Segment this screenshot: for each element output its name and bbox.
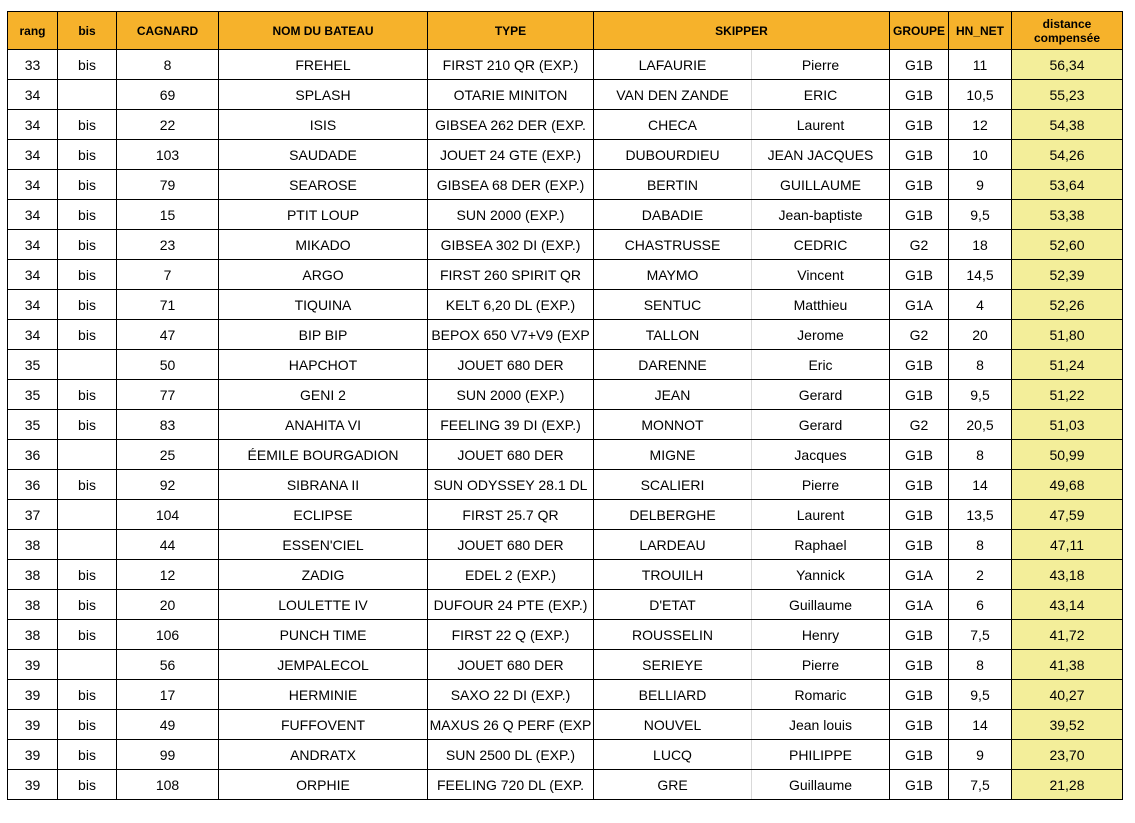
type-cell[interactable]: FEELING 39 DI (EXP.) <box>428 410 594 440</box>
distance-cell[interactable]: 41,72 <box>1012 620 1123 650</box>
type-cell[interactable]: SUN ODYSSEY 28.1 DL <box>428 470 594 500</box>
hn-net-cell[interactable]: 4 <box>949 290 1012 320</box>
boat-name-cell[interactable]: FREHEL <box>219 50 428 80</box>
hn-net-cell[interactable]: 20 <box>949 320 1012 350</box>
cagnard-cell[interactable]: 79 <box>117 170 219 200</box>
rang-cell[interactable]: 36 <box>8 470 58 500</box>
cagnard-cell[interactable]: 12 <box>117 560 219 590</box>
type-cell[interactable]: JOUET 24 GTE (EXP.) <box>428 140 594 170</box>
groupe-cell[interactable]: G2 <box>890 320 949 350</box>
table-row <box>8 710 1123 740</box>
table-row <box>8 380 1123 410</box>
type-cell[interactable]: JOUET 680 DER <box>428 650 594 680</box>
boat-name-cell[interactable]: HAPCHOT <box>219 350 428 380</box>
hn-net-cell[interactable]: 13,5 <box>949 500 1012 530</box>
groupe-cell[interactable]: G1B <box>890 170 949 200</box>
type-cell[interactable]: DUFOUR 24 PTE (EXP.) <box>428 590 594 620</box>
skipper-firstname-cell[interactable]: ERIC <box>752 80 890 110</box>
bis-cell[interactable]: bis <box>58 770 117 800</box>
type-cell[interactable]: EDEL 2 (EXP.) <box>428 560 594 590</box>
rang-cell[interactable]: 36 <box>8 440 58 470</box>
hn-net-cell[interactable]: 14 <box>949 470 1012 500</box>
type-cell[interactable]: FIRST 260 SPIRIT QR <box>428 260 594 290</box>
table-row <box>8 260 1123 290</box>
hn-net-cell[interactable]: 9 <box>949 740 1012 770</box>
groupe-cell[interactable]: G1A <box>890 560 949 590</box>
type-cell[interactable]: FIRST 210 QR (EXP.) <box>428 50 594 80</box>
distance-cell[interactable]: 54,26 <box>1012 140 1123 170</box>
header-skipper[interactable]: SKIPPER <box>594 12 890 50</box>
table-row <box>8 500 1123 530</box>
skipper-firstname-cell[interactable]: Guillaume <box>752 590 890 620</box>
skipper-lastname-cell[interactable]: MAYMO <box>594 260 752 290</box>
results-table <box>7 11 1123 800</box>
distance-cell[interactable]: 43,14 <box>1012 590 1123 620</box>
skipper-lastname-cell[interactable]: NOUVEL <box>594 710 752 740</box>
boat-name-cell[interactable]: ANAHITA VI <box>219 410 428 440</box>
hn-net-cell[interactable]: 7,5 <box>949 770 1012 800</box>
boat-name-cell[interactable]: SPLASH <box>219 80 428 110</box>
boat-name-cell[interactable]: TIQUINA <box>219 290 428 320</box>
cagnard-cell[interactable]: 23 <box>117 230 219 260</box>
boat-name-cell[interactable]: ORPHIE <box>219 770 428 800</box>
skipper-lastname-cell[interactable]: LAFAURIE <box>594 50 752 80</box>
rang-cell[interactable]: 39 <box>8 770 58 800</box>
type-cell[interactable]: GIBSEA 302 DI (EXP.) <box>428 230 594 260</box>
distance-cell[interactable]: 21,28 <box>1012 770 1123 800</box>
cagnard-cell[interactable]: 92 <box>117 470 219 500</box>
cagnard-cell[interactable]: 56 <box>117 650 219 680</box>
hn-net-cell[interactable]: 11 <box>949 50 1012 80</box>
skipper-firstname-cell[interactable]: GUILLAUME <box>752 170 890 200</box>
type-cell[interactable]: JOUET 680 DER <box>428 350 594 380</box>
rang-cell[interactable]: 34 <box>8 170 58 200</box>
distance-cell[interactable]: 41,38 <box>1012 650 1123 680</box>
distance-cell[interactable]: 51,24 <box>1012 350 1123 380</box>
bis-cell[interactable] <box>58 80 117 110</box>
skipper-lastname-cell[interactable]: SENTUC <box>594 290 752 320</box>
header-rang[interactable]: rang <box>8 12 58 50</box>
boat-name-cell[interactable]: SAUDADE <box>219 140 428 170</box>
rang-cell[interactable]: 34 <box>8 200 58 230</box>
bis-cell[interactable]: bis <box>58 140 117 170</box>
rang-cell[interactable]: 35 <box>8 350 58 380</box>
groupe-cell[interactable]: G1B <box>890 650 949 680</box>
distance-cell[interactable]: 49,68 <box>1012 470 1123 500</box>
distance-cell[interactable]: 39,52 <box>1012 710 1123 740</box>
cagnard-cell[interactable]: 8 <box>117 50 219 80</box>
table-row <box>8 770 1123 800</box>
boat-name-cell[interactable]: ÉEMILE BOURGADION <box>219 440 428 470</box>
rang-cell[interactable]: 33 <box>8 50 58 80</box>
header-cagnard[interactable]: CAGNARD <box>117 12 219 50</box>
hn-net-cell[interactable]: 9 <box>949 170 1012 200</box>
bis-cell[interactable]: bis <box>58 230 117 260</box>
bis-cell[interactable]: bis <box>58 380 117 410</box>
rang-cell[interactable]: 39 <box>8 710 58 740</box>
distance-cell[interactable]: 56,34 <box>1012 50 1123 80</box>
header-nom-du-bateau[interactable]: NOM DU BATEAU <box>219 12 428 50</box>
skipper-lastname-cell[interactable]: DELBERGHE <box>594 500 752 530</box>
hn-net-cell[interactable]: 2 <box>949 560 1012 590</box>
header-groupe[interactable]: GROUPE <box>890 12 949 50</box>
type-cell[interactable]: SUN 2500 DL (EXP.) <box>428 740 594 770</box>
distance-cell[interactable]: 47,59 <box>1012 500 1123 530</box>
hn-net-cell[interactable]: 14 <box>949 710 1012 740</box>
rang-cell[interactable]: 34 <box>8 230 58 260</box>
skipper-lastname-cell[interactable]: SERIEYE <box>594 650 752 680</box>
hn-net-cell[interactable]: 12 <box>949 110 1012 140</box>
boat-name-cell[interactable]: SEAROSE <box>219 170 428 200</box>
cagnard-cell[interactable]: 99 <box>117 740 219 770</box>
table-row <box>8 560 1123 590</box>
cagnard-cell[interactable]: 108 <box>117 770 219 800</box>
header-bis[interactable]: bis <box>58 12 117 50</box>
bis-cell[interactable]: bis <box>58 410 117 440</box>
groupe-cell[interactable]: G1B <box>890 680 949 710</box>
skipper-lastname-cell[interactable]: VAN DEN ZANDE <box>594 80 752 110</box>
rang-cell[interactable]: 39 <box>8 740 58 770</box>
skipper-firstname-cell[interactable]: Romaric <box>752 680 890 710</box>
skipper-lastname-cell[interactable]: BELLIARD <box>594 680 752 710</box>
cagnard-cell[interactable]: 17 <box>117 680 219 710</box>
bis-cell[interactable]: bis <box>58 680 117 710</box>
cagnard-cell[interactable]: 47 <box>117 320 219 350</box>
header-row <box>8 12 1123 50</box>
skipper-lastname-cell[interactable]: D'ETAT <box>594 590 752 620</box>
table-row <box>8 620 1123 650</box>
hn-net-cell[interactable]: 8 <box>949 530 1012 560</box>
groupe-cell[interactable]: G1B <box>890 620 949 650</box>
skipper-firstname-cell[interactable]: Eric <box>752 350 890 380</box>
bis-cell[interactable]: bis <box>58 110 117 140</box>
type-cell[interactable]: KELT 6,20 DL (EXP.) <box>428 290 594 320</box>
type-cell[interactable]: FIRST 25.7 QR <box>428 500 594 530</box>
groupe-cell[interactable]: G1B <box>890 500 949 530</box>
bis-cell[interactable] <box>58 650 117 680</box>
skipper-lastname-cell[interactable]: LARDEAU <box>594 530 752 560</box>
cagnard-cell[interactable]: 44 <box>117 530 219 560</box>
type-cell[interactable]: BEPOX 650 V7+V9 (EXP <box>428 320 594 350</box>
distance-cell[interactable]: 52,39 <box>1012 260 1123 290</box>
table-row <box>8 740 1123 770</box>
table-body <box>8 50 1123 800</box>
rang-cell[interactable]: 34 <box>8 260 58 290</box>
cagnard-cell[interactable]: 22 <box>117 110 219 140</box>
type-cell[interactable]: SUN 2000 (EXP.) <box>428 200 594 230</box>
rang-cell[interactable]: 38 <box>8 620 58 650</box>
header-distance-compensee[interactable] <box>1012 12 1123 50</box>
rang-cell[interactable]: 39 <box>8 650 58 680</box>
skipper-firstname-cell[interactable]: Laurent <box>752 110 890 140</box>
boat-name-cell[interactable]: ISIS <box>219 110 428 140</box>
rang-cell[interactable]: 34 <box>8 140 58 170</box>
groupe-cell[interactable]: G1B <box>890 530 949 560</box>
skipper-firstname-cell[interactable]: Matthieu <box>752 290 890 320</box>
table-row <box>8 50 1123 80</box>
distance-cell[interactable]: 55,23 <box>1012 80 1123 110</box>
hn-net-cell[interactable]: 8 <box>949 440 1012 470</box>
cagnard-cell[interactable]: 50 <box>117 350 219 380</box>
skipper-firstname-cell[interactable]: Henry <box>752 620 890 650</box>
groupe-cell[interactable]: G2 <box>890 230 949 260</box>
boat-name-cell[interactable]: SIBRANA II <box>219 470 428 500</box>
type-cell[interactable]: SUN 2000 (EXP.) <box>428 380 594 410</box>
table-row <box>8 530 1123 560</box>
skipper-firstname-cell[interactable]: CEDRIC <box>752 230 890 260</box>
skipper-lastname-cell[interactable]: ROUSSELIN <box>594 620 752 650</box>
groupe-cell[interactable]: G1B <box>890 710 949 740</box>
boat-name-cell[interactable]: FUFFOVENT <box>219 710 428 740</box>
skipper-lastname-cell[interactable]: BERTIN <box>594 170 752 200</box>
table-row <box>8 680 1123 710</box>
distance-cell[interactable]: 54,38 <box>1012 110 1123 140</box>
boat-name-cell[interactable]: PTIT LOUP <box>219 200 428 230</box>
groupe-cell[interactable]: G1B <box>890 140 949 170</box>
cagnard-cell[interactable]: 104 <box>117 500 219 530</box>
cagnard-cell[interactable]: 69 <box>117 80 219 110</box>
groupe-cell[interactable]: G1B <box>890 260 949 290</box>
bis-cell[interactable]: bis <box>58 560 117 590</box>
table-row <box>8 470 1123 500</box>
hn-net-cell[interactable]: 10,5 <box>949 80 1012 110</box>
distance-cell[interactable]: 52,60 <box>1012 230 1123 260</box>
groupe-cell[interactable]: G1B <box>890 380 949 410</box>
skipper-firstname-cell[interactable]: Raphael <box>752 530 890 560</box>
bis-cell[interactable]: bis <box>58 710 117 740</box>
groupe-cell[interactable]: G1B <box>890 200 949 230</box>
skipper-firstname-cell[interactable]: Gerard <box>752 410 890 440</box>
groupe-cell[interactable]: G1B <box>890 350 949 380</box>
cagnard-cell[interactable]: 7 <box>117 260 219 290</box>
rang-cell[interactable]: 34 <box>8 80 58 110</box>
bis-cell[interactable]: bis <box>58 200 117 230</box>
hn-net-cell[interactable]: 8 <box>949 350 1012 380</box>
groupe-cell[interactable]: G1B <box>890 470 949 500</box>
bis-cell[interactable]: bis <box>58 260 117 290</box>
skipper-firstname-cell[interactable]: Jerome <box>752 320 890 350</box>
skipper-firstname-cell[interactable]: Pierre <box>752 470 890 500</box>
distance-cell[interactable]: 53,38 <box>1012 200 1123 230</box>
skipper-lastname-cell[interactable]: MONNOT <box>594 410 752 440</box>
table-row <box>8 320 1123 350</box>
skipper-firstname-cell[interactable]: Pierre <box>752 50 890 80</box>
skipper-lastname-cell[interactable]: DUBOURDIEU <box>594 140 752 170</box>
rang-cell[interactable]: 34 <box>8 110 58 140</box>
boat-name-cell[interactable]: ARGO <box>219 260 428 290</box>
table-row <box>8 80 1123 110</box>
rang-cell[interactable]: 35 <box>8 380 58 410</box>
skipper-firstname-cell[interactable]: Vincent <box>752 260 890 290</box>
rang-cell[interactable]: 34 <box>8 290 58 320</box>
bis-cell[interactable]: bis <box>58 620 117 650</box>
skipper-lastname-cell[interactable]: LUCQ <box>594 740 752 770</box>
boat-name-cell[interactable]: GENI 2 <box>219 380 428 410</box>
rang-cell[interactable]: 38 <box>8 590 58 620</box>
table-row <box>8 200 1123 230</box>
skipper-lastname-cell[interactable]: GRE <box>594 770 752 800</box>
boat-name-cell[interactable]: ANDRATX <box>219 740 428 770</box>
table-row <box>8 140 1123 170</box>
cagnard-cell[interactable]: 20 <box>117 590 219 620</box>
hn-net-cell[interactable]: 9,5 <box>949 380 1012 410</box>
table-row <box>8 650 1123 680</box>
type-cell[interactable]: GIBSEA 262 DER (EXP. <box>428 110 594 140</box>
type-cell[interactable]: OTARIE MINITON <box>428 80 594 110</box>
hn-net-cell[interactable]: 9,5 <box>949 680 1012 710</box>
skipper-firstname-cell[interactable]: PHILIPPE <box>752 740 890 770</box>
header-distance-line1: distance <box>1042 16 1092 31</box>
skipper-lastname-cell[interactable]: DARENNE <box>594 350 752 380</box>
header-hn-net[interactable]: HN_NET <box>949 12 1012 50</box>
groupe-cell[interactable]: G1A <box>890 590 949 620</box>
table-row <box>8 230 1123 260</box>
cagnard-cell[interactable]: 15 <box>117 200 219 230</box>
hn-net-cell[interactable]: 9,5 <box>949 200 1012 230</box>
hn-net-cell[interactable]: 8 <box>949 650 1012 680</box>
rang-cell[interactable]: 39 <box>8 680 58 710</box>
skipper-lastname-cell[interactable]: CHECA <box>594 110 752 140</box>
hn-net-cell[interactable]: 6 <box>949 590 1012 620</box>
groupe-cell[interactable]: G1B <box>890 110 949 140</box>
distance-cell[interactable]: 50,99 <box>1012 440 1123 470</box>
boat-name-cell[interactable]: HERMINIE <box>219 680 428 710</box>
type-cell[interactable]: JOUET 680 DER <box>428 530 594 560</box>
bis-cell[interactable]: bis <box>58 740 117 770</box>
bis-cell[interactable]: bis <box>58 320 117 350</box>
hn-net-cell[interactable]: 7,5 <box>949 620 1012 650</box>
distance-cell[interactable]: 47,11 <box>1012 530 1123 560</box>
rang-cell[interactable]: 37 <box>8 500 58 530</box>
table-row <box>8 170 1123 200</box>
skipper-lastname-cell[interactable]: TROUILH <box>594 560 752 590</box>
groupe-cell[interactable]: G2 <box>890 410 949 440</box>
type-cell[interactable]: MAXUS 26 Q PERF (EXP <box>428 710 594 740</box>
table-row <box>8 110 1123 140</box>
skipper-firstname-cell[interactable]: Jean-baptiste <box>752 200 890 230</box>
hn-net-cell[interactable]: 10 <box>949 140 1012 170</box>
skipper-lastname-cell[interactable]: CHASTRUSSE <box>594 230 752 260</box>
groupe-cell[interactable]: G1B <box>890 740 949 770</box>
skipper-firstname-cell[interactable]: JEAN JACQUES <box>752 140 890 170</box>
distance-cell[interactable]: 23,70 <box>1012 740 1123 770</box>
boat-name-cell[interactable]: MIKADO <box>219 230 428 260</box>
skipper-firstname-cell[interactable]: Guillaume <box>752 770 890 800</box>
bis-cell[interactable] <box>58 350 117 380</box>
distance-cell[interactable]: 52,26 <box>1012 290 1123 320</box>
boat-name-cell[interactable]: PUNCH TIME <box>219 620 428 650</box>
distance-cell[interactable]: 43,18 <box>1012 560 1123 590</box>
groupe-cell[interactable]: G1B <box>890 770 949 800</box>
header-type[interactable]: TYPE <box>428 12 594 50</box>
skipper-firstname-cell[interactable]: Jean louis <box>752 710 890 740</box>
bis-cell[interactable] <box>58 500 117 530</box>
table-row <box>8 350 1123 380</box>
skipper-firstname-cell[interactable]: Pierre <box>752 650 890 680</box>
skipper-lastname-cell[interactable]: JEAN <box>594 380 752 410</box>
skipper-lastname-cell[interactable]: MIGNE <box>594 440 752 470</box>
skipper-firstname-cell[interactable]: Yannick <box>752 560 890 590</box>
rang-cell[interactable]: 34 <box>8 320 58 350</box>
boat-name-cell[interactable]: BIP BIP <box>219 320 428 350</box>
groupe-cell[interactable]: G1B <box>890 50 949 80</box>
type-cell[interactable]: SAXO 22 DI (EXP.) <box>428 680 594 710</box>
skipper-lastname-cell[interactable]: TALLON <box>594 320 752 350</box>
boat-name-cell[interactable]: ZADIG <box>219 560 428 590</box>
boat-name-cell[interactable]: ESSEN'CIEL <box>219 530 428 560</box>
rang-cell[interactable]: 38 <box>8 560 58 590</box>
groupe-cell[interactable]: G1A <box>890 290 949 320</box>
bis-cell[interactable]: bis <box>58 170 117 200</box>
table-row <box>8 290 1123 320</box>
distance-cell[interactable]: 40,27 <box>1012 680 1123 710</box>
bis-cell[interactable]: bis <box>58 590 117 620</box>
cagnard-cell[interactable]: 106 <box>117 620 219 650</box>
type-cell[interactable]: FIRST 22 Q (EXP.) <box>428 620 594 650</box>
type-cell[interactable]: JOUET 680 DER <box>428 440 594 470</box>
distance-cell[interactable]: 51,22 <box>1012 380 1123 410</box>
table-row <box>8 440 1123 470</box>
rang-cell[interactable]: 38 <box>8 530 58 560</box>
bis-cell[interactable]: bis <box>58 290 117 320</box>
skipper-lastname-cell[interactable]: DABADIE <box>594 200 752 230</box>
distance-cell[interactable]: 51,80 <box>1012 320 1123 350</box>
distance-cell[interactable]: 51,03 <box>1012 410 1123 440</box>
rang-cell[interactable]: 35 <box>8 410 58 440</box>
groupe-cell[interactable]: G1B <box>890 80 949 110</box>
boat-name-cell[interactable]: JEMPALECOL <box>219 650 428 680</box>
cagnard-cell[interactable]: 71 <box>117 290 219 320</box>
cagnard-cell[interactable]: 49 <box>117 710 219 740</box>
cagnard-cell[interactable]: 103 <box>117 140 219 170</box>
boat-name-cell[interactable]: LOULETTE IV <box>219 590 428 620</box>
cagnard-cell[interactable]: 77 <box>117 380 219 410</box>
boat-name-cell[interactable]: ECLIPSE <box>219 500 428 530</box>
table-row <box>8 410 1123 440</box>
header-distance-line2: compensée <box>1033 30 1101 45</box>
skipper-firstname-cell[interactable]: Jacques <box>752 440 890 470</box>
cagnard-cell[interactable]: 25 <box>117 440 219 470</box>
bis-cell[interactable]: bis <box>58 470 117 500</box>
skipper-firstname-cell[interactable]: Gerard <box>752 380 890 410</box>
type-cell[interactable]: FEELING 720 DL (EXP. <box>428 770 594 800</box>
distance-cell[interactable]: 53,64 <box>1012 170 1123 200</box>
hn-net-cell[interactable]: 20,5 <box>949 410 1012 440</box>
groupe-cell[interactable]: G1B <box>890 440 949 470</box>
skipper-firstname-cell[interactable]: Laurent <box>752 500 890 530</box>
bis-cell[interactable] <box>58 530 117 560</box>
bis-cell[interactable]: bis <box>58 50 117 80</box>
table-row <box>8 590 1123 620</box>
hn-net-cell[interactable]: 14,5 <box>949 260 1012 290</box>
cagnard-cell[interactable]: 83 <box>117 410 219 440</box>
skipper-lastname-cell[interactable]: SCALIERI <box>594 470 752 500</box>
hn-net-cell[interactable]: 18 <box>949 230 1012 260</box>
bis-cell[interactable] <box>58 440 117 470</box>
type-cell[interactable]: GIBSEA 68 DER (EXP.) <box>428 170 594 200</box>
